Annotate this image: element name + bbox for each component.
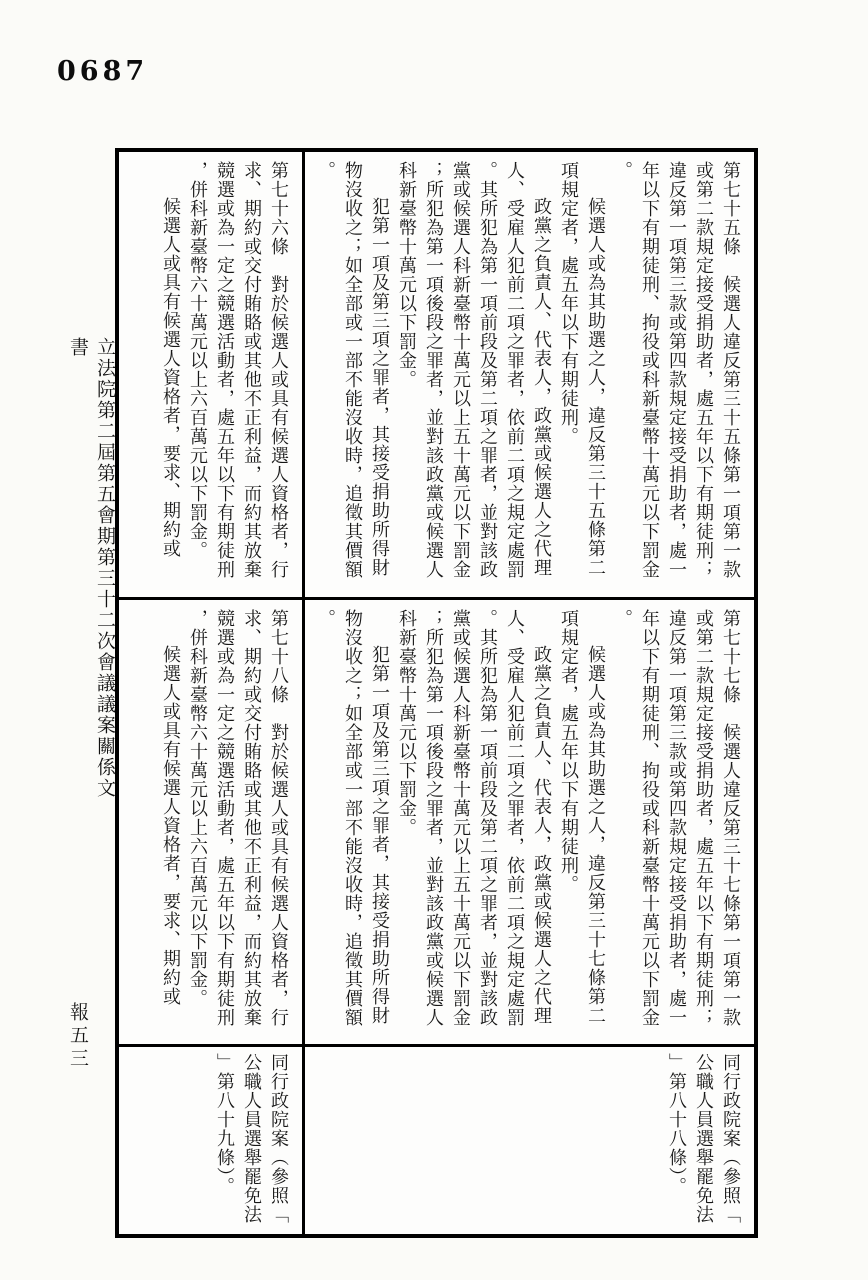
article-75-cell	[305, 152, 754, 600]
executive-yuan-note-88: 同行政院案（參照「公職人員選舉罷免法」第八十八條）。	[667, 1053, 741, 1224]
margin-folio-label: 報五三	[67, 1002, 88, 1071]
article-78-paragraph-2: 候選人或具有候選人資格者，要求、期約或	[161, 645, 181, 1006]
article-75-paragraph-4: 犯第一項及第三項之罪者，其接受捐助所得財物沒收之；如全部或一部不能沒收時，追徵其價額。	[316, 161, 390, 579]
article-77-paragraph-1: 第七十七條 候選人違反第三十七條第一項第一款或第二款規定接受捐助者，處五年以下有期徒刑；違反第一項第三款或第四款規定接受捐助者，處一年以下有期徒刑、拘役或科新臺幣十萬元以下罰金。	[613, 609, 741, 1027]
margin-side-label: 立法院第二屆第五會期第三十二次會議議案關係文書	[67, 337, 115, 799]
executive-yuan-note-89: 同行政院案（參照「公職人員選舉罷免法」第八十九條）。	[215, 1053, 289, 1224]
article-77-paragraph-4: 犯第一項及第三項之罪者，其接受捐助所得財物沒收之；如全部或一部不能沒收時，追徵其價額。	[316, 609, 390, 1027]
article-76-paragraph-1: 第七十六條 對於候選人或具有候選人資格者，行求、期約或交付賄賂或其他不正利益，而約其放棄競選或為一定之競選活動者，處五年以下有期徒刑，併科新臺幣六十萬元以上六百萬元以下罰金。	[188, 161, 289, 579]
article-77-paragraph-3: 政黨之負責人、代表人，政黨或候選人之代理人、受雇人犯前二項之罪者，依前二項之規定處罰。其所犯為第一項前段及第二項之罪者，並對該政黨或候選人科新臺幣十萬元以上五十萬元以下罰金；所犯為第一項後段之罪者，並對該政黨或候選人科新臺幣十萬元以下罰金。	[397, 609, 552, 1027]
article-78-cell	[119, 600, 305, 1047]
article-75-paragraph-1: 第七十五條 候選人違反第三十五條第一項第一款或第二款規定接受捐助者，處五年以下有期徒刑；違反第一項第三款或第四款規定接受捐助者，處一年以下有期徒刑、拘役或科新臺幣十萬元以下罰金。	[613, 161, 741, 579]
law-articles-table	[115, 148, 758, 1238]
page-number: 0687	[57, 56, 149, 87]
article-76-cell	[119, 152, 305, 600]
article-77-paragraph-2: 候選人或為其助選之人，違反第三十七條第二項規定者，處五年以下有期徒刑。	[559, 609, 606, 1025]
article-76-paragraph-2: 候選人或具有候選人資格者，要求、期約或	[161, 197, 181, 558]
article-75-paragraph-3: 政黨之負責人、代表人，政黨或候選人之代理人、受雇人犯前二項之罪者，依前二項之規定處罰。其所犯為第一項前段及第二項之罪者，並對該政黨或候選人科新臺幣十萬元以上五十萬元以下罰金；所犯為第一項後段之罪者，並對該政黨或候選人科新臺幣十萬元以下罰金。	[397, 161, 552, 579]
executive-yuan-note-88-cell	[305, 1047, 754, 1234]
executive-yuan-note-89-cell	[119, 1047, 305, 1234]
article-77-cell	[305, 600, 754, 1047]
article-75-paragraph-2: 候選人或為其助選之人，違反第三十五條第二項規定者，處五年以下有期徒刑。	[559, 161, 606, 577]
article-78-paragraph-1: 第七十八條 對於候選人或具有候選人資格者，行求、期約或交付賄賂或其他不正利益，而約其放棄競選或為一定之競選活動者，處五年以下有期徒刑，併科新臺幣六十萬元以上六百萬元以下罰金。	[188, 609, 289, 1027]
